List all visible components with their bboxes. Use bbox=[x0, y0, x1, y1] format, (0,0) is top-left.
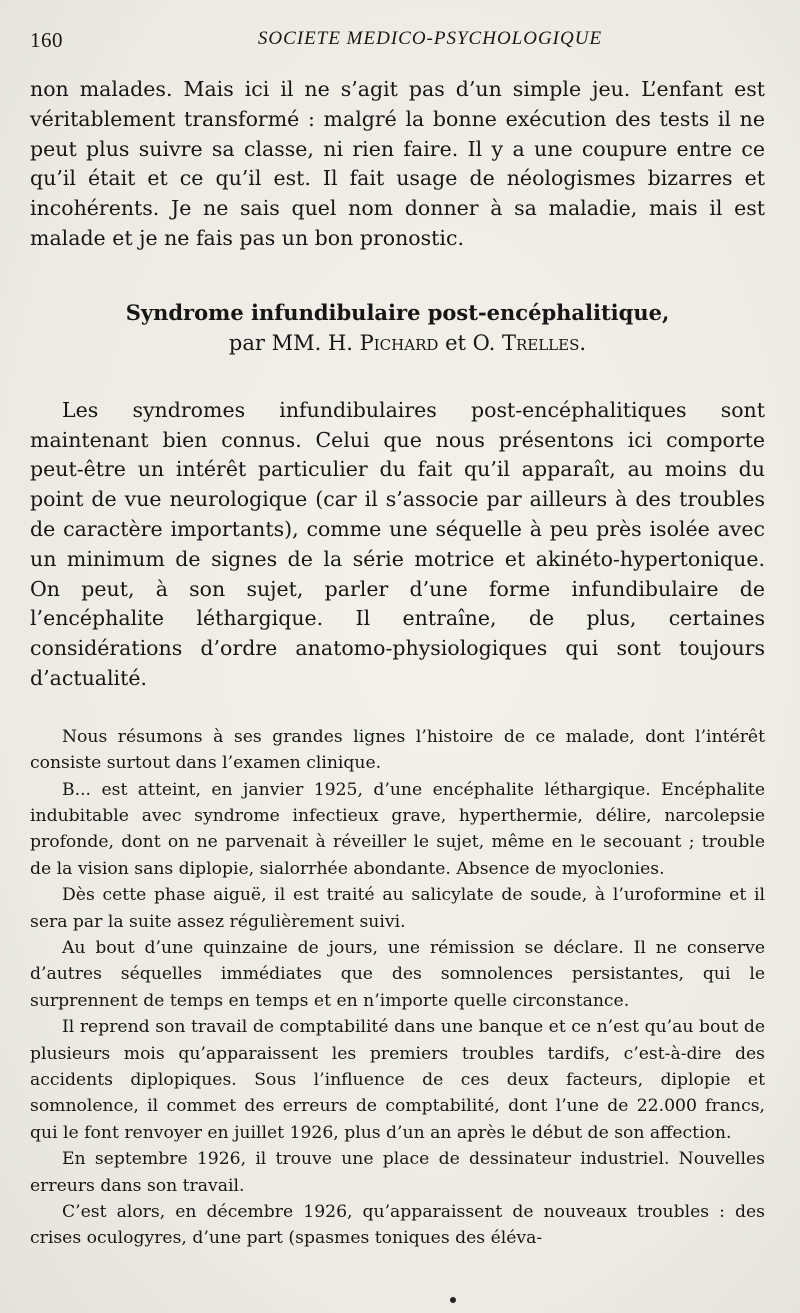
case-paragraph: Dès cette phase aiguë, il est traité au salicylate de soude, à l’uroformine et il sera par la suite assez régulièrement suivi. bbox=[30, 885, 765, 932]
case-paragraph: Nous résumons à ses grandes lignes l’histoire de ce malade, dont l’intérêt consiste surtout dans l’examen clinique. bbox=[30, 726, 765, 774]
section-gap bbox=[30, 694, 765, 724]
author-trelles: Trelles bbox=[501, 330, 580, 355]
running-title: SOCIETE MEDICO-PSYCHOLOGIQUE bbox=[257, 28, 603, 49]
case-paragraph: Au bout d’une quinzaine de jours, une rémission se déclare. Il ne conserve d’autres séquelles immédiates que des somnolences persistantes, qui le surprennent de temps en temps et en n’importe quelle circonstance. bbox=[30, 938, 765, 1011]
case-paragraph: B... est atteint, en janvier 1925, d’une encéphalite léthargique. Encéphalite indubitable avec syndrome infectieux grave, hyperthermie, délire, narcolepsie profonde, dont on ne parvenait à réveiller le sujet, même en le secouant ; trouble de la vision sans diplopie, sialorrhée abondante. Absence de myoclonies. bbox=[30, 779, 765, 879]
article-title: Syndrome infundibulaire post-encéphalitique, bbox=[125, 299, 670, 325]
case-paragraph: Il reprend son travail de comptabilité dans une banque et ce n’est qu’au bout de plusieurs mois qu’apparaissent les premiers troubles tardifs, c’est-à-dire des accidents diplopiques. Sous l’influence de ces deux facteurs, diplopie et somnolence, il commet des erreurs de comptabilité, dont l’une de 22.000 francs, qui le font renvoyer en juillet 1926, plus d’un an après le début de son affection. bbox=[30, 1017, 765, 1143]
byline-prefix: par MM. H. bbox=[228, 330, 360, 355]
page-header bbox=[30, 28, 770, 56]
article-heading bbox=[30, 298, 765, 358]
byline-middle: et O. bbox=[438, 330, 502, 355]
case-paragraph: C’est alors, en décembre 1926, qu’apparaissent de nouveaux troubles : des crises oculogyres, d’une part (spasmes toniques des éléva- bbox=[30, 1202, 765, 1249]
byline-suffix: . bbox=[579, 330, 587, 355]
carryover-paragraph: non malades. Mais ici il ne s’agit pas d’un simple jeu. L’enfant est véritablement transformé : malgré la bonne exécution des tests il ne peut plus suivre sa classe, ni rien faire. Il y a une coupure entre ce qu’il était et ce qu’il est. Il fait usage de néologismes bizarres et incohérents. Je ne sais quel nom donner à sa maladie, mais il est malade et je ne fais pas un bon pronostic. bbox=[30, 77, 765, 250]
ink-speck bbox=[450, 1297, 456, 1303]
intro-paragraph: Les syndromes infundibulaires post-encéphalitiques sont maintenant bien connus. Celui que nous présentons ici comporte peut-être un intérêt particulier du fait qu’il apparaît, au moins du point de vue neurologique (car il s’associe par ailleurs à des troubles de caractère importants), comme une séquelle à peu près isolée avec un minimum de signes de la série motrice et akinéto-hypertonique. On peut, à son sujet, parler d’une forme infundibulaire de l’encéphalite léthargique. Il entraîne, de plus, certaines considérations d’ordre anatomo-physiologiques qui sont toujours d’actualité. bbox=[30, 397, 765, 690]
author-pichard: Pichard bbox=[359, 330, 439, 355]
page-body bbox=[30, 75, 765, 1252]
case-paragraph: En septembre 1926, il trouve une place de dessinateur industriel. Nouvelles erreurs dans son travail. bbox=[30, 1149, 765, 1196]
article-byline bbox=[30, 328, 765, 358]
page-number: 160 bbox=[30, 28, 63, 52]
